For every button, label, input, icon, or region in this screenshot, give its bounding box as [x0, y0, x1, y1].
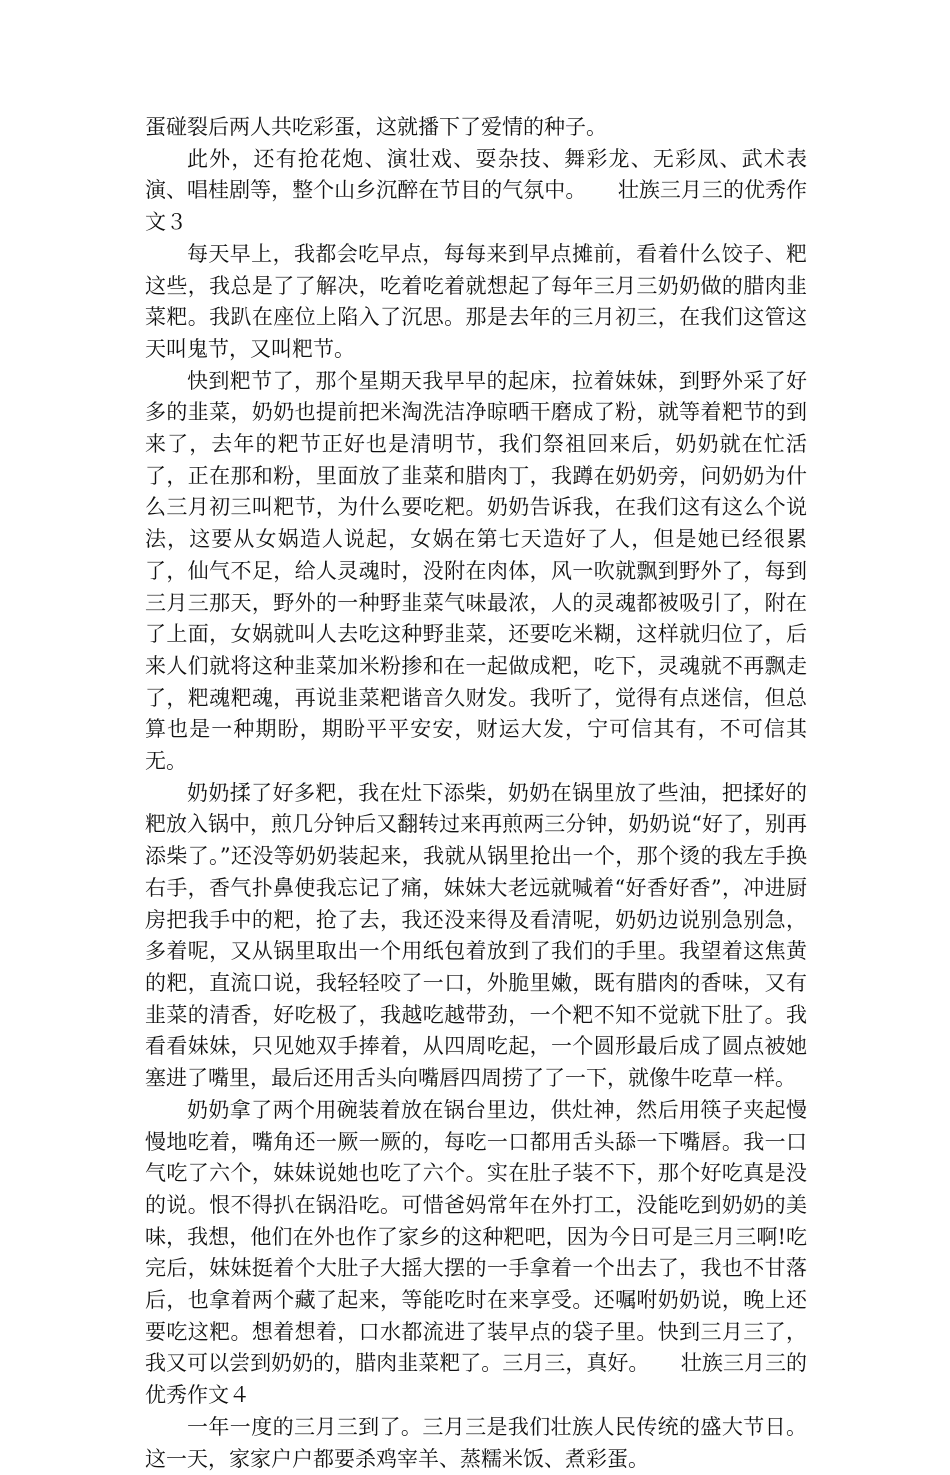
paragraph-continued: 蛋碰裂后两人共吃彩蛋，这就播下了爱情的种子。: [145, 115, 607, 139]
paragraph: 每天早上，我都会吃早点，每每来到早点摊前，看着什么饺子、粑这些，我总是了了解决，吃着吃着就想起了每年三月三奶奶做的腊肉韭菜粑。我趴在座位上陷入了沉思。那是去年的三月初三，在我们这管这天叫鬼节，又叫粑节。: [145, 241, 807, 361]
paragraph: 奶奶拿了两个用碗装着放在锅台里边，供灶神，然后用筷子夹起慢慢地吃着，嘴角还一厥一厥的，每吃一口都用舌头舔一下嘴唇。我一口气吃了六个，妹妹说她也吃了六个。实在肚子装不下，那个好吃真是没的说。恨不得扒在锅沿吃。可惜爸妈常年在外打工，没能吃到奶奶的美味，我想，他们在外也作了家乡的这种粑吧，因为今日可是三月三啊!吃完后，妹妹挺着个大肚子大摇大摆的一手拿着一个出去了，我也不甘落后，也拿着两个藏了起来，等能吃时在来享受。还嘱咐奶奶说，晚上还要吃这粑。想着想着，口水都流进了装早点的袋子里。快到三月三了，我又可以尝到奶奶的，腊肉韭菜粑了。三月三，真好。 壮族三月三的优秀作文４: [145, 1097, 807, 1408]
document-body: [145, 112, 807, 1475]
paragraph: 此外，还有抢花炮、演壮戏、耍杂技、舞彩龙、无彩凤、武术表演、唱桂剧等，整个山乡沉醉在节目的气氛中。 壮族三月三的优秀作文３: [145, 146, 807, 235]
paragraph: 奶奶揉了好多粑，我在灶下添柴，奶奶在锅里放了些油，把揉好的粑放入锅中，煎几分钟后又翻转过来再煎两三分钟，奶奶说“好了，别再添柴了。”还没等奶奶装起来，我就从锅里抢出一个，那个烫的我左手换右手，香气扑鼻使我忘记了痛，妹妹大老远就喊着“好香好香”，冲进厨房把我手中的粑，抢了去，我还没来得及看清呢，奶奶边说别急别急，多着呢，又从锅里取出一个用纸包着放到了我们的手里。我望着这焦黄的粑，直流口说，我轻轻咬了一口，外脆里嫩，既有腊肉的香味，又有韭菜的清香，好吃极了，我越吃越带劲，一个粑不知不觉就下肚了。我看看妹妹，只见她双手捧着，从四周吃起，一个圆形最后成了圆点被她塞进了嘴里，最后还用舌头向嘴唇四周捞了了一下，就像牛吃草一样。: [145, 780, 807, 1091]
paragraph: 快到粑节了，那个星期天我早早的起床，拉着妹妹，到野外采了好多的韭菜，奶奶也提前把米淘洗洁净晾晒干磨成了粉，就等着粑节的到来了，去年的粑节正好也是清明节，我们祭祖回来后，奶奶就在忙活了，正在那和粉，里面放了韭菜和腊肉丁，我蹲在奶奶旁，问奶奶为什么三月初三叫粑节，为什么要吃粑。奶奶告诉我，在我们这有这么个说法，这要从女娲造人说起，女娲在第七天造好了人，但是她已经很累了，仙气不足，给人灵魂时，没附在肉体，风一吹就飘到野外了，每到三月三那天，野外的一种野韭菜气味最浓，人的灵魂都被吸引了，附在了上面，女娲就叫人去吃这种野韭菜，还要吃米糊，这样就归位了，后来人们就将这种韭菜加米粉掺和在一起做成粑，吃下，灵魂就不再飘走了，粑魂粑魂，再说韭菜粑谐音久财发。我听了，觉得有点迷信，但总算也是一种期盼，期盼平平安安，财运大发，宁可信其有，不可信其无。: [145, 368, 807, 774]
paragraph: 一年一度的三月三到了。三月三是我们壮族人民传统的盛大节日。这一天，家家户户都要杀鸡宰羊、蒸糯米饭、煮彩蛋。: [145, 1414, 807, 1471]
